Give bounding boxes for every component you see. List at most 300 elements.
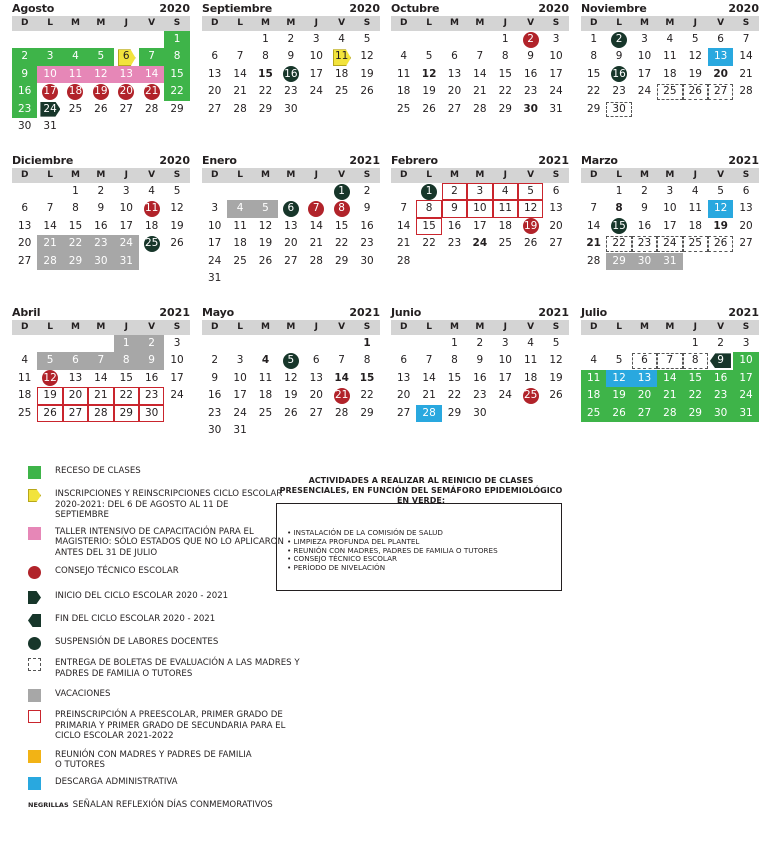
weekday-header: J	[683, 320, 708, 335]
legend-label: VACACIONES	[55, 689, 111, 699]
day-cell: 13	[447, 67, 462, 80]
empty-cell	[202, 183, 227, 200]
weekday-header: J	[114, 168, 139, 183]
day-cell: 22	[360, 389, 374, 402]
day-cell: 1	[329, 183, 354, 200]
weekday-header: L	[606, 16, 631, 31]
day-cell: 11	[523, 354, 538, 367]
day-cell: 8	[114, 352, 139, 369]
day-cell: 28	[587, 254, 601, 267]
day-cell: 18	[144, 219, 159, 232]
legend-label: PREINSCRIPCIÓN A PREESCOLAR, PRIMER GRADO DE PRIMARIA Y PRIMER GRADO DE SECUNDARIA PARA EL CICLO ESCOLAR 2021-2022	[55, 710, 286, 741]
weekday-header: D	[581, 320, 606, 335]
day-cell: 3	[312, 33, 320, 45]
day-cell: 18	[258, 389, 273, 402]
day-cell: 17	[170, 371, 184, 384]
month-header	[12, 306, 190, 320]
day-cell: 19	[360, 67, 374, 80]
day-cell: 7	[139, 48, 164, 65]
weekday-header: M	[632, 320, 657, 335]
day-cell: 17	[663, 219, 677, 232]
day-cell: 25	[657, 83, 682, 100]
day-cell: 10	[733, 352, 758, 369]
legend-swatch	[28, 710, 41, 723]
empty-cell	[12, 335, 37, 352]
day-cell: 28	[144, 102, 159, 115]
day-cell: 3	[501, 337, 509, 349]
day-cell: 20	[713, 67, 728, 80]
day-cell: 31	[733, 405, 758, 422]
day-cell: 3	[173, 337, 181, 349]
day-cell: 6	[21, 202, 29, 215]
weekday-header: V	[139, 16, 164, 31]
day-cell: 17	[37, 83, 62, 100]
month-year: 2020	[349, 2, 380, 15]
month-days	[581, 16, 759, 118]
day-cell: 6	[552, 185, 560, 197]
day-cell: 8	[262, 50, 269, 63]
day-cell: 5	[425, 50, 433, 63]
day-cell: 28	[233, 102, 247, 115]
day-cell: 7	[476, 50, 484, 63]
day-cell: 29	[447, 406, 462, 419]
day-cell: 24	[114, 235, 139, 252]
day-cell: 14	[422, 371, 436, 384]
empty-cell	[202, 31, 227, 48]
day-cell: 28	[473, 102, 487, 115]
weekday-header: S	[733, 320, 758, 335]
empty-cell	[581, 335, 606, 352]
day-cell: 11	[688, 202, 702, 215]
legend-swatch	[28, 689, 41, 702]
weekday-header: S	[543, 168, 568, 183]
day-cell: 30	[708, 405, 733, 422]
day-cell: 4	[590, 354, 598, 367]
day-cell: 17	[498, 371, 512, 384]
empty-cell	[88, 31, 113, 48]
day-cell: 11	[233, 219, 247, 232]
day-cell: 20	[208, 85, 222, 98]
negrillas-tag: NEGRILLAS	[28, 800, 69, 809]
day-cell: 15	[68, 219, 83, 232]
day-cell: 15	[164, 66, 189, 83]
day-cell: 12	[518, 200, 543, 217]
day-cell: 27	[549, 237, 563, 250]
day-cell: 28	[88, 405, 113, 422]
day-cell: 21	[88, 387, 113, 404]
month-febrero	[391, 154, 569, 270]
day-cell: 1	[164, 31, 189, 48]
weekday-header: V	[139, 320, 164, 335]
day-cell: 1	[114, 335, 139, 352]
day-cell: 21	[739, 67, 753, 80]
day-cell: 3	[37, 48, 62, 65]
weekday-header: M	[657, 320, 682, 335]
month-days	[12, 16, 190, 135]
weekday-header: D	[12, 168, 37, 183]
weekday-header: J	[304, 16, 329, 31]
day-cell: 4	[21, 354, 29, 367]
weekday-header: V	[329, 320, 354, 335]
day-cell: 8	[72, 202, 79, 215]
weekday-header: M	[442, 16, 467, 31]
day-cell: 7	[657, 352, 682, 369]
month-days	[12, 168, 190, 270]
day-cell: 23	[447, 237, 462, 250]
empty-cell	[581, 183, 606, 200]
day-cell: 1	[615, 185, 623, 197]
day-cell: 24	[37, 101, 62, 118]
day-cell: 19	[258, 237, 273, 250]
month-marzo	[581, 154, 759, 270]
day-cell: 4	[527, 337, 534, 349]
empty-cell	[12, 31, 37, 48]
weekday-header: L	[37, 320, 62, 335]
month-year: 2021	[728, 154, 759, 167]
day-cell: 20	[18, 237, 32, 250]
weekday-header: L	[227, 320, 252, 335]
day-cell: 3	[552, 33, 560, 45]
month-days	[391, 168, 569, 270]
day-cell: 11	[63, 66, 88, 83]
day-cell: 12	[688, 50, 702, 63]
day-cell: 5	[88, 48, 113, 65]
day-cell: 25	[233, 254, 247, 267]
day-cell: 31	[657, 253, 682, 270]
day-cell: 14	[139, 66, 164, 83]
activity-item: • CONSEJO TÉCNICO ESCOLAR	[287, 554, 398, 564]
day-cell: 29	[334, 254, 349, 267]
day-cell: 19	[688, 67, 702, 80]
weekday-header: L	[606, 320, 631, 335]
empty-cell	[391, 31, 416, 48]
day-cell: 29	[606, 253, 631, 270]
weekday-header: M	[88, 168, 113, 183]
legend-swatch	[28, 566, 41, 579]
day-cell: 1	[501, 33, 509, 45]
day-cell: 12	[258, 219, 273, 232]
month-header	[391, 154, 569, 168]
day-cell: 16	[708, 370, 733, 387]
day-cell: 29	[587, 102, 601, 115]
day-cell: 29	[170, 102, 184, 115]
activities-title: ACTIVIDADES A REALIZAR AL REINICIO DE CLASES PRESENCIALES, EN FUNCIÓN DEL SEMÁFORO EPIDEMIOLÓGICO EN VERDE:	[279, 476, 563, 505]
day-cell: 5	[37, 352, 62, 369]
day-cell: 26	[523, 237, 538, 250]
day-cell: 26	[606, 405, 631, 422]
weekday-header: L	[227, 168, 252, 183]
day-cell: 15	[258, 67, 273, 80]
day-cell: 10	[119, 202, 133, 215]
weekday-header: J	[114, 320, 139, 335]
month-agosto	[12, 2, 190, 135]
day-cell: 13	[68, 371, 83, 384]
day-cell: 10	[309, 50, 323, 63]
day-cell: 17	[233, 389, 247, 402]
day-cell: 2	[211, 354, 219, 367]
day-cell: 26	[422, 102, 436, 115]
day-cell: 29	[360, 406, 374, 419]
day-cell: 12	[88, 66, 113, 83]
day-cell: 3	[641, 33, 648, 45]
day-cell: 11	[397, 67, 411, 80]
legend-label: INICIO DEL CICLO ESCOLAR 2020 - 2021	[55, 591, 229, 601]
day-cell: 11	[329, 48, 354, 65]
day-cell: 24	[549, 85, 563, 98]
weekday-header: M	[657, 16, 682, 31]
weekday-header: M	[442, 320, 467, 335]
month-year: 2020	[728, 2, 759, 15]
weekday-header: D	[202, 168, 227, 183]
weekday-header: S	[733, 168, 758, 183]
month-days	[202, 168, 380, 287]
day-cell: 21	[233, 85, 247, 98]
day-cell: 24	[309, 85, 323, 98]
day-cell: 18	[233, 237, 247, 250]
day-cell: 31	[233, 423, 247, 436]
day-cell: 3	[467, 183, 492, 200]
weekday-header: M	[88, 16, 113, 31]
day-cell: 7	[590, 202, 598, 215]
day-cell: 10	[663, 202, 677, 215]
day-cell: 21	[473, 85, 487, 98]
day-cell: 6	[312, 354, 320, 367]
day-cell: 27	[708, 83, 733, 100]
month-enero	[202, 154, 380, 287]
month-days	[581, 168, 759, 270]
day-cell: 22	[606, 235, 631, 252]
day-cell: 15	[416, 218, 441, 235]
day-cell: 9	[363, 202, 371, 215]
day-cell: 23	[284, 85, 298, 98]
day-cell: 16	[606, 66, 631, 83]
day-cell: 6	[451, 50, 458, 63]
month-days	[12, 320, 190, 422]
day-cell: 7	[742, 33, 750, 45]
month-header	[391, 306, 569, 320]
legend-item	[28, 591, 328, 604]
day-cell: 26	[37, 405, 62, 422]
month-junio	[391, 306, 569, 422]
day-cell: 13	[284, 219, 298, 232]
day-cell: 22	[164, 83, 189, 100]
day-cell: 4	[63, 48, 88, 65]
month-diciembre	[12, 154, 190, 270]
day-cell: 16	[473, 371, 487, 384]
empty-cell	[467, 31, 492, 48]
month-name: Septiembre	[202, 2, 272, 15]
month-year: 2021	[728, 306, 759, 319]
day-cell: 28	[334, 406, 349, 419]
day-cell: 3	[211, 202, 219, 215]
day-cell: 18	[63, 83, 88, 100]
month-noviembre	[581, 2, 759, 118]
day-cell: 25	[518, 387, 543, 404]
legend-swatch	[28, 637, 41, 650]
weekday-header: M	[467, 320, 492, 335]
weekday-header: V	[329, 16, 354, 31]
empty-cell	[227, 183, 252, 200]
legend-label: SUSPENSIÓN DE LABORES DOCENTES	[55, 637, 219, 647]
day-cell: 23	[139, 387, 164, 404]
month-days	[202, 320, 380, 439]
day-cell: 26	[94, 102, 108, 115]
day-cell: 19	[88, 83, 113, 100]
day-cell: 22	[114, 387, 139, 404]
day-cell: 30	[473, 406, 487, 419]
weekday-header: M	[278, 16, 303, 31]
month-header	[581, 154, 759, 168]
day-cell: 14	[94, 371, 108, 384]
weekday-header: V	[708, 168, 733, 183]
weekday-header: M	[632, 168, 657, 183]
day-cell: 13	[549, 202, 563, 215]
day-cell: 14	[587, 219, 601, 232]
legend-label: INSCRIPCIONES Y REINSCRIPCIONES CICLO ESCOLAR 2020-2021: DEL 6 DE AGOSTO AL 11 DE SEPTIEMBRE	[55, 489, 283, 520]
day-cell: 24	[208, 254, 222, 267]
day-cell: 21	[37, 235, 62, 252]
empty-cell	[632, 335, 657, 352]
day-cell: 9	[442, 200, 467, 217]
day-cell: 20	[739, 219, 753, 232]
day-cell: 17	[549, 67, 563, 80]
day-cell: 26	[708, 235, 733, 252]
day-cell: 5	[552, 337, 560, 349]
day-cell: 14	[657, 370, 682, 387]
day-cell: 3	[122, 185, 130, 197]
weekday-header: S	[354, 320, 379, 335]
day-cell: 9	[615, 50, 623, 63]
day-cell: 27	[447, 102, 462, 115]
day-cell: 21	[657, 387, 682, 404]
day-cell: 30	[208, 423, 222, 436]
weekday-header: S	[543, 16, 568, 31]
empty-cell	[63, 335, 88, 352]
weekday-header: S	[164, 16, 189, 31]
day-cell: 14	[397, 219, 411, 232]
day-cell: 9	[527, 50, 534, 63]
month-year: 2020	[159, 154, 190, 167]
day-cell: 23	[88, 235, 113, 252]
weekday-header: V	[708, 16, 733, 31]
day-cell: 16	[94, 219, 108, 232]
day-cell: 30	[284, 102, 298, 115]
day-cell: 27	[397, 406, 411, 419]
day-cell: 9	[476, 354, 484, 367]
day-cell: 16	[144, 371, 159, 384]
day-cell: 23	[612, 85, 626, 98]
legend-label: ENTREGA DE BOLETAS DE EVALUACIÓN A LAS MADRES Y PADRES DE FAMILIA O TUTORES	[55, 658, 300, 679]
day-cell: 20	[114, 83, 139, 100]
month-header	[581, 2, 759, 16]
day-cell: 27	[63, 405, 88, 422]
day-cell: 1	[590, 33, 598, 45]
day-cell: 20	[632, 387, 657, 404]
day-cell: 28	[739, 85, 753, 98]
day-cell: 18	[663, 67, 677, 80]
legend-label: TALLER INTENSIVO DE CAPACITACIÓN PARA EL MAGISTERIO: SÓLO ESTADOS QUE NO LO APLICARON ANTES DEL 31 DE JULIO	[55, 526, 284, 558]
day-cell: 30	[88, 253, 113, 270]
negrillas-note	[28, 800, 328, 811]
weekday-header: D	[12, 16, 37, 31]
empty-cell	[391, 183, 416, 200]
day-cell: 24	[657, 235, 682, 252]
day-cell: 11	[139, 200, 164, 217]
day-cell: 26	[683, 83, 708, 100]
day-cell: 2	[717, 337, 724, 349]
day-cell: 24	[498, 389, 512, 402]
empty-cell	[63, 31, 88, 48]
day-cell: 24	[637, 85, 652, 98]
day-cell: 5	[691, 33, 699, 45]
day-cell: 19	[549, 371, 563, 384]
weekday-header: L	[37, 168, 62, 183]
day-cell: 12	[549, 354, 563, 367]
day-cell: 23	[473, 389, 487, 402]
day-cell: 13	[739, 202, 753, 215]
weekday-header: J	[493, 320, 518, 335]
day-cell: 18	[397, 85, 411, 98]
day-cell: 29	[498, 102, 512, 115]
day-cell: 12	[284, 371, 298, 384]
weekday-header: D	[391, 16, 416, 31]
day-cell: 6	[742, 185, 750, 197]
day-cell: 2	[287, 33, 295, 45]
day-cell: 21	[139, 83, 164, 100]
empty-cell	[304, 183, 329, 200]
month-name: Febrero	[391, 154, 438, 167]
day-cell: 25	[498, 237, 512, 250]
weekday-header: D	[202, 16, 227, 31]
month-name: Agosto	[12, 2, 55, 15]
day-cell: 8	[451, 354, 458, 367]
weekday-header: J	[683, 168, 708, 183]
day-cell: 28	[397, 254, 411, 267]
day-cell: 20	[309, 389, 323, 402]
empty-cell	[416, 335, 441, 352]
day-cell: 6	[114, 48, 139, 65]
weekday-header: J	[493, 16, 518, 31]
weekday-header: L	[416, 320, 441, 335]
day-cell: 28	[416, 405, 441, 422]
weekday-header: D	[12, 320, 37, 335]
day-cell: 19	[284, 389, 298, 402]
day-cell: 1	[363, 337, 371, 349]
day-cell: 7	[46, 202, 54, 215]
day-cell: 31	[114, 253, 139, 270]
day-cell: 6	[632, 352, 657, 369]
day-cell: 7	[304, 200, 329, 217]
day-cell: 25	[68, 102, 83, 115]
day-cell: 8	[416, 200, 441, 217]
day-cell: 2	[139, 335, 164, 352]
day-cell: 25	[397, 102, 411, 115]
day-cell: 3	[236, 354, 244, 367]
day-cell: 1	[691, 337, 699, 349]
day-cell: 11	[258, 371, 273, 384]
day-cell: 3	[742, 337, 750, 349]
day-cell: 27	[632, 405, 657, 422]
day-cell: 31	[549, 102, 563, 115]
day-cell: 5	[363, 33, 371, 45]
day-cell: 30	[523, 102, 538, 115]
day-cell: 30	[632, 253, 657, 270]
day-cell: 9	[211, 371, 219, 384]
day-cell: 15	[119, 371, 133, 384]
weekday-header: S	[164, 320, 189, 335]
day-cell: 22	[498, 85, 512, 98]
day-cell: 21	[586, 237, 601, 250]
